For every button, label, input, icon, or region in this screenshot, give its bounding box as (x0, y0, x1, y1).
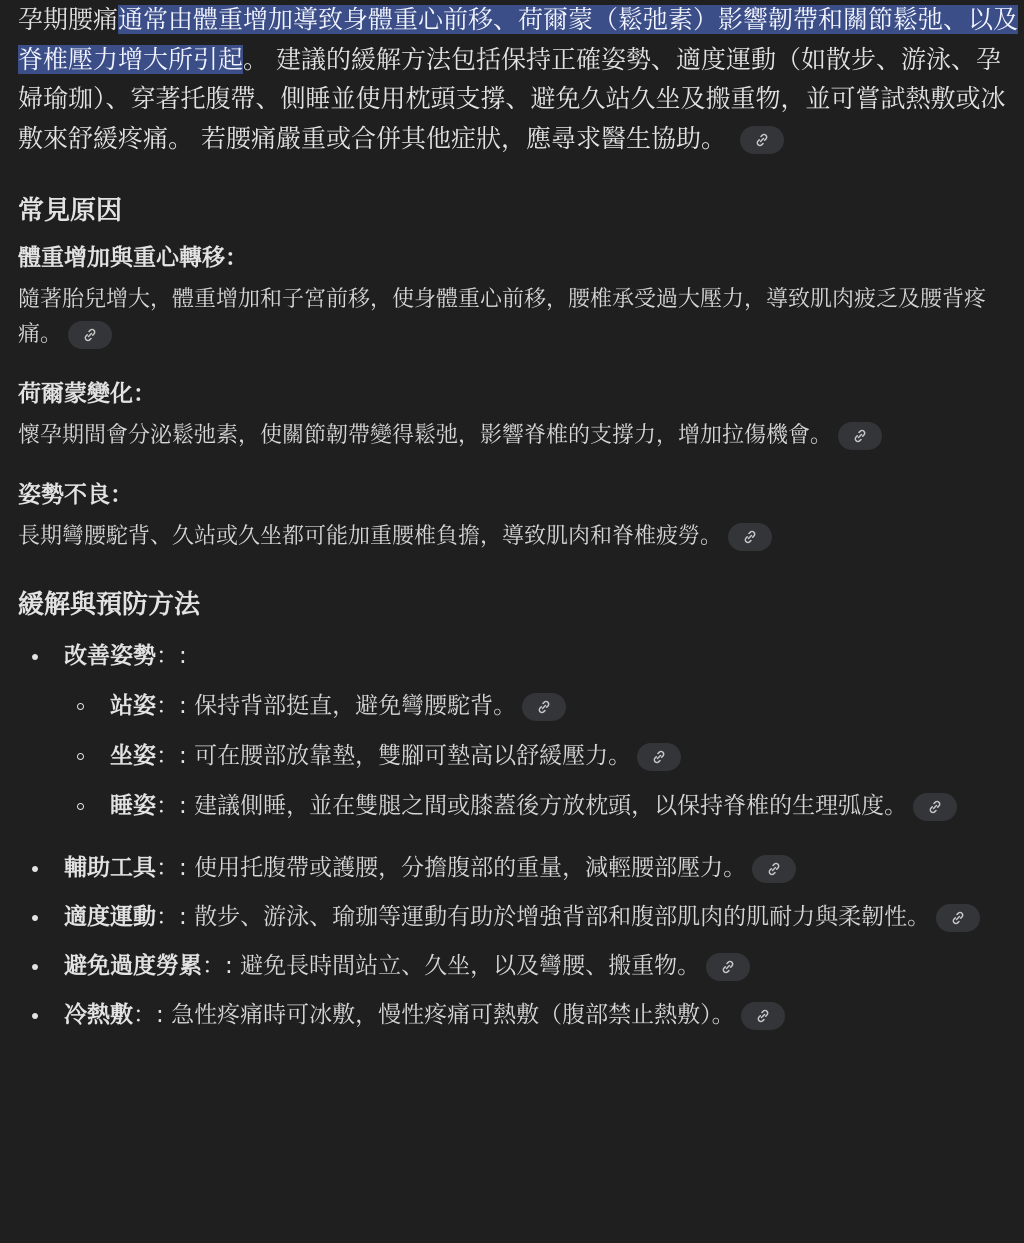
link-icon (766, 861, 782, 877)
causes-heading: 常見原因 (18, 196, 123, 226)
sublist-item: 睡姿：: 建議側睡，並在雙腿之間或膝蓋後方放枕頭，以保持脊椎的生理弧度。 (64, 788, 1024, 824)
source-link-chip[interactable] (728, 523, 772, 551)
link-icon (742, 529, 758, 545)
link-icon (82, 327, 98, 343)
cause-title: 姿勢不良： (18, 482, 133, 508)
item-label: 改善姿勢 (64, 643, 156, 669)
source-link-chip[interactable] (752, 855, 796, 883)
intro-lead: 孕期腰痛 (18, 5, 119, 34)
relief-heading: 緩解與預防方法 (18, 590, 201, 620)
list-item: 適度運動：: 散步、游泳、瑜珈等運動有助於增強背部和腹部肌肉的肌耐力與柔韌性。 (18, 899, 1024, 935)
link-icon (754, 132, 770, 148)
list-item: 避免過度勞累：: 避免長時間站立、久坐，以及彎腰、搬重物。 (18, 948, 1024, 984)
cause-item (18, 380, 1024, 453)
link-icon (852, 428, 868, 444)
posture-sublist (64, 688, 1024, 824)
source-link-chip[interactable] (637, 743, 681, 771)
list-item: 改善姿勢：: 站姿：: 保持背部挺直，避免彎腰駝背。 坐姿：: 可在腰部放靠墊，雙腳可墊高以舒緩壓力。 睡姿：: 建議側睡，並在雙腿之間或膝蓋後方放枕頭，以保持脊椎的生理弧度。 (18, 638, 1024, 824)
cause-item (18, 244, 1024, 352)
link-icon (927, 799, 943, 815)
source-link-chip[interactable] (706, 953, 750, 981)
cause-text: 長期彎腰駝背、久站或久坐都可能加重腰椎負擔，導致肌肉和脊椎疲勞。 (18, 519, 1024, 554)
intro-paragraph (18, 0, 1024, 158)
cause-text: 懷孕期間會分泌鬆弛素，使關節韌帶變得鬆弛，影響脊椎的支撐力，增加拉傷機會。 (18, 418, 1024, 453)
link-icon (755, 1008, 771, 1024)
link-icon (720, 959, 736, 975)
sublist-item: 坐姿：: 可在腰部放靠墊，雙腳可墊高以舒緩壓力。 (64, 738, 1024, 774)
link-icon (536, 699, 552, 715)
source-link-chip[interactable] (68, 321, 112, 349)
cause-title: 體重增加與重心轉移： (18, 245, 248, 271)
list-item: 輔助工具：: 使用托腹帶或護腰，分擔腹部的重量，減輕腰部壓力。 (18, 850, 1024, 886)
source-link-chip[interactable] (740, 126, 784, 154)
cause-title: 荷爾蒙變化： (18, 381, 156, 407)
cause-item (18, 481, 1024, 554)
source-link-chip[interactable] (913, 793, 957, 821)
link-icon (950, 910, 966, 926)
source-link-chip[interactable] (741, 1002, 785, 1030)
sublist-item: 站姿：: 保持背部挺直，避免彎腰駝背。 (64, 688, 1024, 724)
intro-rest: 。 建議的緩解方法包括保持正確姿勢、適度運動（如散步、游泳、孕婦瑜珈）、穿著托腹帶、側睡並使用枕頭支撐、避免久站久坐及搬重物，並可嘗試熱敷或冰敷來舒緩疼痛。 若腰痛嚴重或合併其他症狀，應尋求醫生協助。 (18, 44, 1006, 153)
source-link-chip[interactable] (838, 422, 882, 450)
list-item: 冷熱敷：: 急性疼痛時可冰敷，慢性疼痛可熱敷（腹部禁止熱敷）。 (18, 997, 1024, 1033)
source-link-chip[interactable] (936, 904, 980, 932)
cause-text: 隨著胎兒增大，體重增加和子宮前移，使身體重心前移，腰椎承受過大壓力，導致肌肉疲乏及腰背疼痛。 (18, 287, 987, 347)
intro-highlighted-text[interactable]: 通常由體重增加導致身體重心前移、荷爾蒙（鬆弛素）影響韌帶和關節鬆弛、以及脊椎壓力增大所引起 (18, 5, 1019, 74)
source-link-chip[interactable] (522, 693, 566, 721)
relief-list (18, 638, 1024, 1033)
link-icon (651, 749, 667, 765)
